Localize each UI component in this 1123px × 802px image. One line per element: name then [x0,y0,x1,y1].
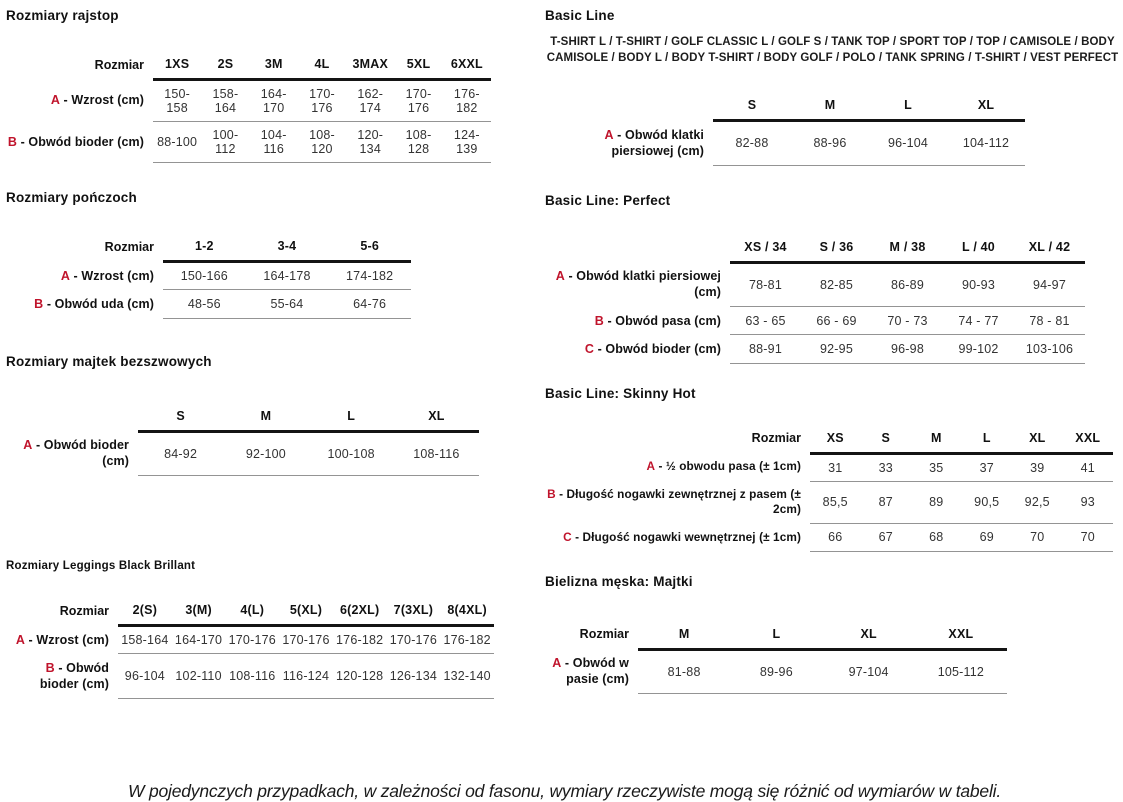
size-value: 158-164 [118,626,172,654]
size-value: 89 [911,481,962,524]
measure-label: - ½ obwodu pasa (± 1cm) [658,459,801,474]
column-header: 4L [298,53,346,80]
size-value: 66 [810,524,861,551]
size-value: 68 [911,524,962,551]
measure-row [545,453,1113,481]
size-value: 105-112 [915,649,1007,694]
size-value: 64-76 [328,290,411,318]
measure-label: - Obwód klatki piersiowej (cm) [611,127,704,158]
measure-row [6,626,494,654]
size-table-majtki [545,623,1007,695]
size-value: 164-170 [172,626,226,654]
size-value: 96-104 [118,654,172,699]
size-value: 132-140 [440,654,494,699]
measure-label: - Obwód bioder (cm) [35,438,129,469]
column-header: M / 38 [872,236,943,263]
size-value: 97-104 [823,649,915,694]
measure-label: - Wzrost (cm) [28,632,110,647]
size-value: 37 [962,453,1013,481]
section-leggings [6,560,498,699]
measure-row [545,524,1113,551]
header-row [6,599,494,626]
column-header: 1XS [153,53,201,80]
section-majtek [6,354,498,477]
size-value: 92-95 [801,335,872,363]
column-header: XXL [1063,427,1114,454]
measure-letter: A [60,268,70,283]
section-skinny [545,386,1120,552]
header-row [6,405,479,432]
measure-row [6,290,411,318]
size-value: 78 - 81 [1014,307,1085,335]
measure-label: - Wzrost (cm) [63,93,144,108]
measure-row [6,122,491,163]
size-table-ponczoch [6,235,411,319]
size-value: 174-182 [328,262,411,290]
column-header: 5-6 [328,235,411,262]
measure-letter: A [15,632,25,647]
header-row [6,235,411,262]
size-value: 88-100 [153,122,201,163]
measure-label: - Długość nogawki wewnętrznej (± 1cm) [575,529,801,544]
row-label [6,654,118,699]
measure-letter: A [604,127,614,142]
column-header: M [911,427,962,454]
measure-label: - Obwód pasa (cm) [607,313,721,328]
section-title: Rozmiary pończoch [6,190,137,205]
column-header: L [309,405,394,432]
size-value: 99-102 [943,335,1014,363]
corner-label: Rozmiar [59,603,110,618]
size-value: 176-182 [333,626,387,654]
section-title: Rozmiary Leggings Black Brillant [6,560,196,572]
measure-label: - Obwód bioder (cm) [39,660,110,691]
measure-letter: A [555,269,565,284]
column-header: XL [1012,427,1063,454]
column-right [545,8,1120,724]
size-value: 69 [962,524,1013,551]
header-row [545,427,1113,454]
size-value: 70 [1012,524,1063,551]
column-header: XXL [915,623,1007,650]
row-label [6,262,163,290]
corner-label [545,94,713,121]
size-value: 170-176 [225,626,279,654]
row-label [6,80,153,122]
column-header: S [861,427,912,454]
size-value: 170-176 [279,626,333,654]
measure-row [6,80,491,122]
header-row [545,94,1025,121]
column-header: 3-4 [246,235,329,262]
measure-label: - Obwód w pasie (cm) [564,656,629,687]
column-header: L [869,94,947,121]
size-value: 164-170 [250,80,298,122]
size-table-leggings [6,599,494,699]
column-header: XS [810,427,861,454]
size-value: 92-100 [223,431,308,476]
size-value: 94-97 [1014,262,1085,307]
row-label [545,262,730,307]
size-value: 90,5 [962,481,1013,524]
size-value: 108-120 [298,122,346,163]
size-value: 100-108 [309,431,394,476]
column-header: M [223,405,308,432]
corner-label: Rozmiar [94,57,144,72]
corner-label [545,236,730,263]
corner-label: Rozmiar [579,627,629,642]
column-header: XS / 34 [730,236,801,263]
measure-row [545,121,1025,166]
section-ponczoch [6,190,498,319]
corner-label [6,405,138,432]
size-value: 41 [1063,453,1114,481]
row-label [545,335,730,363]
size-value: 85,5 [810,481,861,524]
column-header: 5XL [394,53,442,80]
size-value: 150-166 [163,262,246,290]
column-header: XL [394,405,479,432]
row-label [545,481,810,524]
measure-label: - Wzrost (cm) [73,268,154,283]
size-value: 48-56 [163,290,246,318]
measure-letter: B [34,296,44,311]
section-title: Basic Line [545,8,615,23]
row-label [6,626,118,654]
size-value: 70 [1063,524,1114,551]
size-value: 96-98 [872,335,943,363]
size-value: 124-139 [443,122,491,163]
section-title: Rozmiary majtek bezszwowych [6,353,212,369]
size-value: 90-93 [943,262,1014,307]
size-value: 66 - 69 [801,307,872,335]
row-label [545,649,638,694]
section-rajstop [6,8,498,163]
row-label [545,307,730,335]
size-value: 84-92 [138,431,223,476]
column-header: 2S [201,53,249,80]
column-header: 7(3XL) [387,599,441,626]
measure-row [6,262,411,290]
size-value: 150-158 [153,80,201,122]
measure-row [545,481,1113,524]
size-value: 176-182 [443,80,491,122]
measure-letter: A [23,438,33,452]
column-header: M [638,623,730,650]
size-table-rajstop [6,53,491,163]
size-value: 176-182 [440,626,494,654]
size-value: 96-104 [869,121,947,166]
column-header: 3(M) [172,599,226,626]
column-header: L / 40 [943,236,1014,263]
section-majtki [545,574,1120,695]
size-value: 93 [1063,481,1114,524]
measure-letter: B [547,487,556,502]
measure-row [6,431,479,476]
size-value: 116-124 [279,654,333,699]
section-title: Rozmiary rajstop [6,8,119,23]
size-value: 89-96 [730,649,822,694]
column-header: 3MAX [346,53,394,80]
size-value: 158-164 [201,80,249,122]
size-value: 88-91 [730,335,801,363]
size-value: 170-176 [298,80,346,122]
size-value: 31 [810,453,861,481]
measure-letter: B [45,660,55,675]
size-table-majtek [6,405,479,477]
size-value: 63 - 65 [730,307,801,335]
size-value: 74 - 77 [943,307,1014,335]
column-header: XL [947,94,1025,121]
size-value: 33 [861,453,912,481]
measure-label: - Obwód uda (cm) [46,296,154,311]
size-value: 102-110 [172,654,226,699]
section-title: Bielizna męska: Majtki [545,573,693,589]
size-value: 108-116 [394,431,479,476]
measure-label: - Długość nogawki zewnętrznej z pasem (± 2cm) [559,487,801,517]
header-row [6,53,491,80]
size-table-perfect [545,236,1085,364]
product-list: T-SHIRT L / T-SHIRT / GOLF CLASSIC L / GOLF S / TANK TOP / SPORT TOP / TOP / CAMISOLE / BODY CAMISOLE / BODY L / BODY T-SHIRT / BODY GOLF / POLO / TANK SPRING / T-SHIRT / VEST PERFECT [546,36,1119,64]
size-value: 82-85 [801,262,872,307]
row-label [545,453,810,481]
measure-letter: B [7,134,17,149]
measure-letter: A [552,656,562,671]
header-row [545,623,1007,650]
size-table-skinny [545,427,1113,552]
column-header: XL [823,623,915,650]
column-header: L [730,623,822,650]
row-label [6,122,153,163]
column-header: 4(L) [225,599,279,626]
measure-letter: B [594,313,604,328]
column-header: 1-2 [163,235,246,262]
size-value: 81-88 [638,649,730,694]
section-title: Basic Line: Perfect [545,192,671,208]
row-label [545,524,810,551]
column-left [6,8,498,729]
measure-row [6,654,494,699]
size-value: 100-112 [201,122,249,163]
measure-letter: C [563,529,572,544]
column-header: 3M [250,53,298,80]
row-label [545,121,713,166]
column-header: 6XXL [443,53,491,80]
column-header: L [962,427,1013,454]
column-header: 8(4XL) [440,599,494,626]
size-value: 92,5 [1012,481,1063,524]
measure-row [545,262,1085,307]
size-value: 120-128 [333,654,387,699]
measure-label: - Obwód bioder (cm) [597,341,721,356]
size-value: 39 [1012,453,1063,481]
footer-note: W pojedynczych przypadkach, w zależności od fasonu, wymiary rzeczywiste mogą się różnić od wymiarów w tabeli. [128,780,1001,801]
column-header: XL / 42 [1014,236,1085,263]
size-table-basic [545,94,1025,166]
column-header: S [713,94,791,121]
corner-label: Rozmiar [751,431,801,446]
size-value: 86-89 [872,262,943,307]
row-label [6,431,138,476]
section-perfect [545,193,1120,364]
section-title: Basic Line: Skinny Hot [545,385,696,401]
measure-label: - Obwód klatki piersiowej (cm) [568,269,721,300]
size-value: 104-112 [947,121,1025,166]
size-value: 126-134 [387,654,441,699]
size-value: 103-106 [1014,335,1085,363]
measure-row [545,307,1085,335]
measure-letter: C [584,341,594,356]
size-value: 170-176 [394,80,442,122]
column-header: 6(2XL) [333,599,387,626]
size-value: 78-81 [730,262,801,307]
size-value: 55-64 [246,290,329,318]
section-basic [545,8,1120,166]
row-label [6,290,163,318]
size-value: 108-116 [225,654,279,699]
size-value: 82-88 [713,121,791,166]
size-value: 108-128 [394,122,442,163]
measure-label: - Obwód bioder (cm) [20,134,144,149]
size-value: 162-174 [346,80,394,122]
columns [6,8,1123,729]
measure-row [545,649,1007,694]
measure-letter: A [50,93,60,108]
column-header: M [791,94,869,121]
column-header: 2(S) [118,599,172,626]
measure-letter: A [646,459,656,474]
size-value: 170-176 [387,626,441,654]
measure-row [545,335,1085,363]
size-value: 104-116 [250,122,298,163]
size-value: 35 [911,453,962,481]
size-value: 67 [861,524,912,551]
size-value: 70 - 73 [872,307,943,335]
column-header: S / 36 [801,236,872,263]
header-row [545,236,1085,263]
column-header: S [138,405,223,432]
size-value: 120-134 [346,122,394,163]
size-value: 164-178 [246,262,329,290]
corner-label: Rozmiar [104,239,154,254]
column-header: 5(XL) [279,599,333,626]
size-value: 87 [861,481,912,524]
size-value: 88-96 [791,121,869,166]
